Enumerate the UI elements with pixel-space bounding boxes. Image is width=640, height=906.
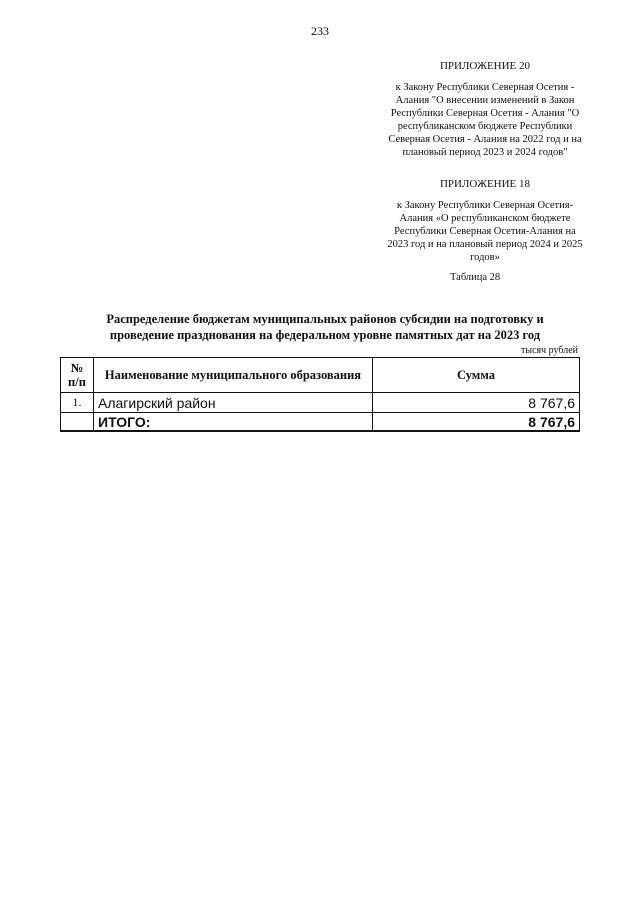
table-number: Таблица 28 bbox=[450, 272, 501, 283]
table-header-row bbox=[61, 358, 580, 393]
total-label: ИТОГО: bbox=[94, 413, 373, 432]
header-name: Наименование муниципального образования bbox=[94, 358, 373, 393]
row-name: Алагирский район bbox=[94, 393, 373, 413]
appendix-18-line: к Закону Республики Северная Осетия- bbox=[396, 200, 574, 211]
total-number-empty bbox=[61, 413, 94, 432]
appendix-18-line: Алания «О республиканском бюджете bbox=[399, 213, 571, 224]
appendix-20-line: Республики Северная Осетия - Алания "О bbox=[390, 108, 580, 119]
appendix-20-line: Северная Осетия - Алания на 2022 год и на bbox=[388, 134, 582, 145]
row-number: 1. bbox=[61, 393, 94, 413]
appendix-20-block bbox=[370, 60, 600, 159]
appendix-18-title: ПРИЛОЖЕНИЕ 18 bbox=[439, 178, 531, 190]
total-sum: 8 767,6 bbox=[373, 413, 580, 432]
total-row bbox=[61, 413, 580, 432]
appendix-20-line: к Закону Республики Северная Осетия - bbox=[395, 82, 575, 93]
appendix-18-line: 2023 год и на плановый период 2024 и 2025 bbox=[387, 239, 583, 250]
appendix-20-line: плановый период 2023 и 2024 годов" bbox=[402, 147, 568, 158]
header-number: № п/п bbox=[61, 358, 94, 393]
row-sum: 8 767,6 bbox=[373, 393, 580, 413]
header-sum: Сумма bbox=[373, 358, 580, 393]
table-row bbox=[61, 393, 580, 413]
units-label: тысяч рублей bbox=[520, 345, 578, 356]
appendix-20-line: республиканском бюджете Республики bbox=[397, 121, 573, 132]
appendix-20-title: ПРИЛОЖЕНИЕ 20 bbox=[439, 60, 531, 72]
appendix-18-line: годов» bbox=[470, 252, 500, 263]
appendix-18-line: Республики Северная Осетия-Алания на bbox=[394, 226, 576, 237]
document-title-line: проведение празднования на федеральном уровне памятных дат на 2023 год bbox=[109, 328, 541, 342]
page-number: 233 bbox=[311, 24, 329, 38]
document-title bbox=[90, 311, 560, 343]
document-title-line: Распределение бюджетам муниципальных районов субсидии на подготовку и bbox=[106, 312, 544, 326]
appendix-18-block bbox=[370, 178, 600, 264]
budget-table bbox=[60, 357, 580, 432]
appendix-20-line: Алания "О внесении изменений в Закон bbox=[395, 95, 575, 106]
